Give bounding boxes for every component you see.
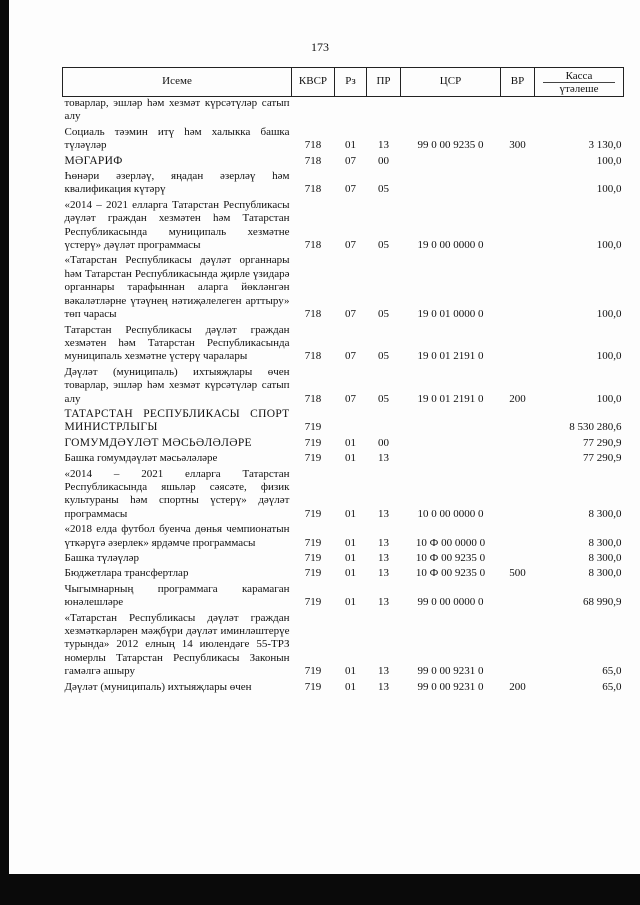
cell-name: «Татарстан Республикасы дәүләт органнары һәм Татарстан Республикасында җирле үзидарә органнары тарафыннан аларга йөкләнгән вәкаләтләрне үтәүнең нәтиҗәлелеген арттыру» төп чарасы	[64, 254, 290, 321]
cell-csr	[401, 406, 501, 435]
cell-amount: 100,0	[596, 183, 622, 196]
cell-amount: 8 300,0	[588, 567, 622, 580]
cell-pr: 13	[378, 680, 389, 693]
cell-amount: 8 300,0	[588, 552, 622, 564]
cell-vr: 500	[509, 567, 526, 580]
cell-vr	[501, 610, 535, 679]
cell-csr: 99 0 00 9231 0	[417, 665, 484, 678]
cell-vr	[501, 466, 535, 522]
cell-vr: 200	[509, 680, 526, 693]
cell-kvsr: 718	[304, 139, 322, 152]
header-kassa-line1: Касса	[543, 70, 615, 83]
cell-name: ГОМУМДӘҮЛӘТ МӘСЬӘЛӘЛӘРЕ	[64, 436, 252, 449]
table-row	[63, 153, 624, 168]
cell-pr: 13	[378, 507, 389, 520]
cell-kvsr: 719	[304, 507, 322, 520]
cell-vr	[501, 322, 535, 364]
table-row	[63, 364, 624, 406]
cell-pr: 13	[378, 536, 389, 549]
cell-name: Дәүләт (муниципаль) ихтыяҗлары өчен товарлар, эшләр һәм хезмәт күрсәтүләр сатып алу	[64, 365, 290, 405]
cell-name: Татарстан Республикасы дәүләт граждан хезмәтен һәм Татарстан Республикасында муниципаль хезмәтне үстерү чаралары	[64, 323, 290, 363]
table-row	[63, 322, 624, 364]
cell-pr: 05	[378, 392, 389, 405]
cell-kvsr: 718	[304, 239, 322, 252]
header-pr: ПР	[367, 68, 401, 97]
cell-name: Башка түләүләр	[64, 552, 140, 564]
cell-amount: 8 300,0	[588, 536, 622, 549]
cell-amount: 100,0	[596, 350, 622, 363]
table-row	[63, 550, 624, 565]
cell-csr: 10 Ф 00 9235 0	[415, 567, 486, 580]
cell-amount: 100,0	[596, 308, 622, 321]
cell-amount: 8 530 280,6	[569, 421, 622, 434]
cell-kvsr	[292, 97, 335, 124]
cell-csr: 19 0 01 2191 0	[417, 350, 484, 363]
table-row	[63, 97, 624, 124]
cell-name: «Татарстан Республикасы дәүләт граждан хезмәткәрләрен мәҗбүри дәүләт иминләштерүе турында» 2012 елның 14 июлендәге 55-ТРЗ номерлы Татарстан Республикасы Законын гамәлгә ашыру	[64, 611, 290, 678]
cell-csr: 10 Ф 00 9235 0	[415, 552, 486, 564]
header-vr: ВР	[501, 68, 535, 97]
cell-amount: 100,0	[596, 239, 622, 252]
cell-rz: 01	[345, 452, 356, 465]
cell-kvsr: 718	[304, 154, 322, 167]
cell-vr	[501, 521, 535, 550]
cell-csr	[401, 435, 501, 450]
cell-rz: 07	[345, 154, 356, 167]
cell-kvsr: 719	[304, 665, 322, 678]
cell-rz: 07	[345, 350, 356, 363]
cell-csr	[401, 153, 501, 168]
header-kassa-line2: үтәлеше	[559, 82, 599, 95]
cell-kvsr: 719	[304, 680, 322, 693]
cell-rz	[335, 406, 367, 435]
cell-amount: 100,0	[596, 154, 622, 167]
cell-amount: 65,0	[602, 680, 622, 693]
cell-vr	[501, 97, 535, 124]
cell-kvsr: 719	[304, 552, 322, 564]
cell-vr: 300	[509, 139, 526, 152]
cell-name: «2018 елда футбол буенча дөнья чемпионатын үткәрүгә әзерлек» ярдәмче программасы	[64, 523, 290, 549]
cell-kvsr: 719	[304, 436, 322, 449]
cell-csr	[401, 97, 501, 124]
cell-pr: 13	[378, 596, 389, 609]
cell-rz: 01	[345, 680, 356, 693]
cell-csr: 99 0 00 9235 0	[417, 139, 484, 152]
cell-name: Бюджетлара трансфертлар	[64, 567, 189, 580]
cell-pr: 13	[378, 665, 389, 678]
cell-csr: 10 Ф 00 0000 0	[415, 536, 486, 549]
cell-vr	[501, 450, 535, 465]
cell-vr: 200	[509, 392, 526, 405]
cell-pr	[367, 406, 401, 435]
cell-vr	[501, 435, 535, 450]
table-row	[63, 124, 624, 153]
cell-kvsr: 719	[304, 421, 322, 434]
table-row	[63, 168, 624, 197]
cell-rz: 01	[345, 567, 356, 580]
cell-pr: 13	[378, 552, 389, 564]
cell-pr	[367, 97, 401, 124]
header-name: Исеме	[63, 68, 292, 97]
header-kvsr: КВСР	[292, 68, 335, 97]
cell-csr	[401, 168, 501, 197]
cell-pr: 13	[378, 452, 389, 465]
cell-kvsr: 719	[304, 596, 322, 609]
table-row	[63, 252, 624, 321]
cell-amount: 68 990,9	[583, 596, 622, 609]
cell-rz: 01	[345, 436, 356, 449]
cell-vr	[501, 168, 535, 197]
table-row	[63, 406, 624, 435]
cell-rz: 01	[345, 536, 356, 549]
cell-pr: 05	[378, 350, 389, 363]
table-row	[63, 581, 624, 610]
cell-amount: 77 290,9	[583, 436, 622, 449]
table-row	[63, 450, 624, 465]
table-row	[63, 610, 624, 679]
table-row	[63, 435, 624, 450]
cell-vr	[501, 252, 535, 321]
header-kassa	[535, 68, 624, 97]
cell-vr	[501, 153, 535, 168]
cell-name: «2014 – 2021 елларга Татарстан Республикасында яшьләр сәясәте, физик культураны һәм спортны үстерү» дәүләт программасы	[64, 467, 290, 520]
cell-pr: 05	[378, 308, 389, 321]
cell-rz: 07	[345, 392, 356, 405]
cell-pr: 13	[378, 139, 389, 152]
scan-bottom-border	[0, 874, 640, 905]
cell-name: МӘГАРИФ	[64, 154, 123, 167]
cell-kvsr: 719	[304, 567, 322, 580]
cell-csr: 19 0 00 0000 0	[417, 239, 484, 252]
cell-csr	[401, 450, 501, 465]
cell-rz: 01	[345, 507, 356, 520]
cell-name: Дәүләт (муниципаль) ихтыяҗлары өчен	[64, 680, 252, 693]
cell-name: товарлар, эшләр һәм хезмәт күрсәтүләр сатып алу	[64, 97, 290, 123]
cell-name: «2014 – 2021 елларга Татарстан Республикасы дәүләт граждан хезмәтен һәм Татарстан Республикасында муниципаль хезмәтне үстерү» дәүләт программасы	[64, 198, 290, 252]
cell-rz: 01	[345, 665, 356, 678]
cell-vr	[501, 197, 535, 253]
cell-csr: 99 0 00 9231 0	[417, 680, 484, 693]
cell-rz: 07	[345, 239, 356, 252]
cell-vr	[501, 406, 535, 435]
cell-amount	[535, 97, 624, 124]
cell-amount: 65,0	[602, 665, 622, 678]
cell-kvsr: 719	[304, 452, 322, 465]
page-number: 173	[311, 40, 329, 54]
cell-name: Чыгымнарның программага карамаган юнәлешләре	[64, 582, 290, 609]
table-row	[63, 565, 624, 580]
cell-rz	[335, 97, 367, 124]
cell-kvsr: 718	[304, 392, 322, 405]
cell-kvsr: 718	[304, 350, 322, 363]
scan-left-border	[0, 0, 9, 905]
cell-pr: 05	[378, 239, 389, 252]
cell-kvsr: 718	[304, 183, 322, 196]
cell-name: Һөнәри әзерләү, яңадан әзерләү һәм квалификация күтәрү	[64, 170, 290, 196]
cell-csr: 10 0 00 0000 0	[417, 507, 484, 520]
cell-vr	[501, 550, 535, 565]
cell-rz: 07	[345, 183, 356, 196]
cell-name: ТАТАРСТАН РЕСПУБЛИКАСЫ СПОРТ МИНИСТРЛЫГЫ	[64, 407, 290, 434]
cell-kvsr: 718	[304, 308, 322, 321]
cell-rz: 01	[345, 552, 356, 564]
cell-rz: 01	[345, 139, 356, 152]
header-csr: ЦСР	[401, 68, 501, 97]
cell-kvsr: 719	[304, 536, 322, 549]
table-row	[63, 197, 624, 253]
table-header-row	[63, 68, 624, 97]
cell-name: Башка гомумдәүләт мәсьәләләре	[64, 452, 218, 465]
cell-csr: 99 0 00 0000 0	[417, 596, 484, 609]
cell-pr: 05	[378, 183, 389, 196]
cell-amount: 100,0	[596, 392, 622, 405]
cell-rz: 01	[345, 596, 356, 609]
cell-rz: 07	[345, 308, 356, 321]
cell-csr: 19 0 01 0000 0	[417, 308, 484, 321]
cell-amount: 8 300,0	[588, 507, 622, 520]
table-row	[63, 466, 624, 522]
cell-amount: 3 130,0	[588, 139, 622, 152]
cell-pr: 00	[378, 154, 389, 167]
table-row	[63, 521, 624, 550]
cell-amount: 77 290,9	[583, 452, 622, 465]
cell-pr: 00	[378, 436, 389, 449]
table-row	[63, 679, 624, 694]
table-body	[63, 97, 624, 695]
cell-csr: 19 0 01 2191 0	[417, 392, 484, 405]
cell-name: Социаль тәэмин итү һәм халыкка башка түләүләр	[64, 125, 290, 152]
budget-table	[62, 67, 624, 694]
header-rz: Рз	[335, 68, 367, 97]
cell-pr: 13	[378, 567, 389, 580]
cell-vr	[501, 581, 535, 610]
